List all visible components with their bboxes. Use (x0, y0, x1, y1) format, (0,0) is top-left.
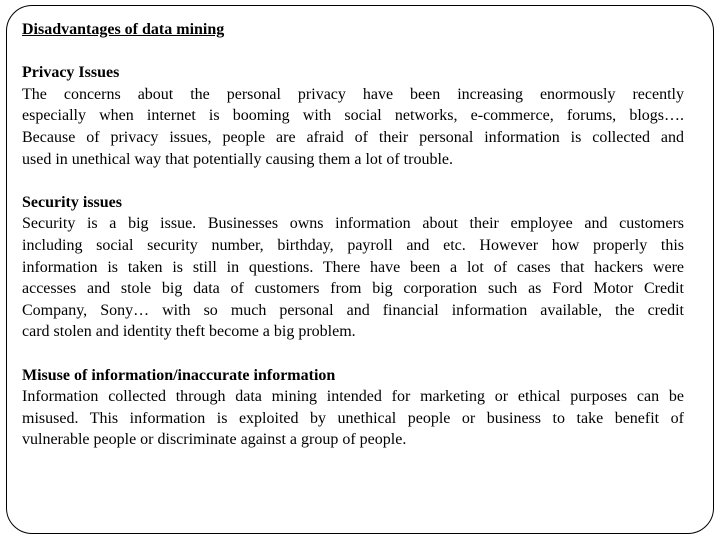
sections (22, 62, 684, 451)
paragraph-line: including social security number, birthday, payroll and etc. However how properly this (22, 236, 684, 254)
document-title: Disadvantages of data mining (22, 21, 225, 38)
section-paragraph (22, 213, 684, 343)
paragraph-line: information is taken is still in questions. There have been a lot of cases that hackers were (22, 258, 684, 276)
section (22, 192, 684, 343)
section-heading: Privacy Issues (22, 64, 120, 82)
paragraph-line: card stolen and identity theft become a big problem. (22, 323, 356, 341)
paragraph-line: The concerns about the personal privacy have been increasing enormously recently (22, 85, 684, 103)
paragraph-line: misused. This information is exploited by unethical people or business to take benefit of (22, 409, 684, 427)
section-heading: Security issues (22, 193, 122, 211)
paragraph-line: vulnerable people or discriminate against a group of people. (22, 431, 407, 449)
document-body (22, 19, 684, 472)
paragraph-line: especially when internet is booming with social networks, e-commerce, forums, blogs…. (22, 107, 684, 125)
paragraph-line: Information collected through data mining intended for marketing or ethical purposes can be (22, 388, 684, 406)
section (22, 62, 684, 170)
paragraph-line: used in unethical way that potentially causing them a lot of trouble. (22, 150, 453, 168)
paragraph-line: Because of privacy issues, people are afraid of their personal information is collected and (22, 128, 684, 146)
section-paragraph (22, 84, 684, 170)
paragraph-line: Company, Sony… with so much personal and financial information available, the credit (22, 301, 684, 319)
section-heading: Misuse of information/inaccurate information (22, 366, 336, 384)
paragraph-line: accesses and stole big data of customers from big corporation such as Ford Motor Credit (22, 280, 684, 298)
section-paragraph (22, 386, 684, 451)
section (22, 365, 684, 451)
paragraph-line: Security is a big issue. Businesses owns information about their employee and customers (22, 215, 684, 233)
